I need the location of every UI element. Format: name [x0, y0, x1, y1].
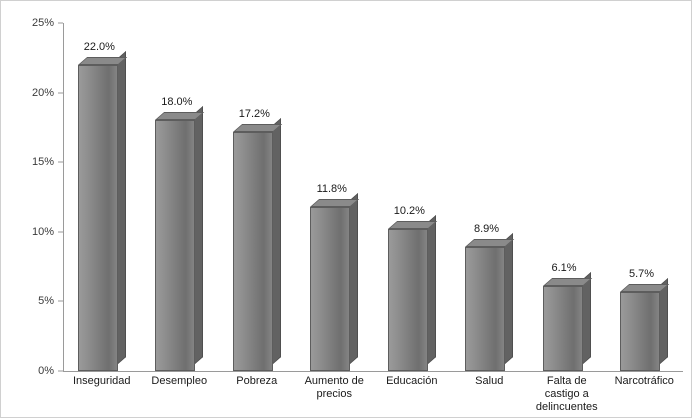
y-tick-label: 0%	[38, 365, 54, 377]
y-tick-label: 5%	[38, 295, 54, 308]
bar-series	[63, 23, 683, 371]
x-axis-line	[63, 371, 683, 372]
x-axis-label: Aumento de precios	[304, 375, 364, 400]
x-axis-label: Narcotráfico	[614, 375, 674, 387]
x-axis-label: Inseguridad	[73, 375, 131, 387]
bar-value-label: 17.2%	[238, 107, 270, 120]
bar-top-face	[78, 57, 127, 65]
y-tick-label: 20%	[31, 86, 54, 99]
bar-value-label: 22.0%	[83, 40, 115, 53]
x-axis-label: Desempleo	[151, 375, 208, 387]
bar-slot	[78, 23, 118, 371]
x-axis-label: Educación	[386, 375, 438, 387]
x-axis-label: Pobreza	[236, 375, 278, 387]
bar-front-face	[465, 247, 505, 371]
bar-front-face	[155, 120, 195, 371]
bar-value-label: 11.8%	[316, 182, 347, 195]
bar-slot	[543, 23, 583, 371]
bar-front-face	[233, 132, 273, 371]
bar-front-face	[543, 286, 583, 371]
bar-value-label: 18.0%	[161, 96, 193, 109]
bar-side-face	[273, 118, 281, 364]
bar-slot	[620, 23, 660, 371]
bar[interactable]	[155, 120, 195, 371]
bar[interactable]	[465, 247, 505, 371]
bar[interactable]	[78, 65, 118, 371]
y-tick-label: 25%	[31, 17, 54, 29]
bar-top-face	[233, 124, 282, 132]
bar-side-face	[428, 215, 436, 364]
bar-value-label: 5.7%	[628, 267, 655, 280]
bar-value-label: 8.9%	[473, 223, 500, 236]
bar[interactable]	[310, 207, 350, 371]
bar-slot	[310, 23, 350, 371]
bar[interactable]	[388, 229, 428, 371]
bar-value-label: 10.2%	[393, 205, 425, 218]
x-axis-label: Salud	[475, 375, 504, 387]
bar-side-face	[350, 193, 358, 364]
bar-slot	[233, 23, 273, 371]
bar-front-face	[310, 207, 350, 371]
plot-area	[31, 17, 683, 377]
bar[interactable]	[233, 132, 273, 371]
bar-slot	[388, 23, 428, 371]
bar-value-label: 6.1%	[551, 262, 577, 275]
x-axis-label: Falta de castigo a delincuentes	[535, 375, 598, 413]
bar-front-face	[78, 65, 118, 371]
bar-slot	[465, 23, 505, 371]
y-tick-label: 10%	[31, 225, 54, 238]
bar-front-face	[620, 292, 660, 371]
bar-slot	[155, 23, 195, 371]
x-axis-labels	[63, 375, 683, 419]
bar[interactable]	[620, 292, 660, 371]
y-tick-label: 15%	[31, 156, 54, 169]
bar[interactable]	[543, 286, 583, 371]
bar-side-face	[118, 51, 126, 364]
bar-front-face	[388, 229, 428, 371]
bar-side-face	[583, 272, 591, 364]
bar-side-face	[195, 106, 203, 364]
bar-side-face	[505, 233, 513, 364]
